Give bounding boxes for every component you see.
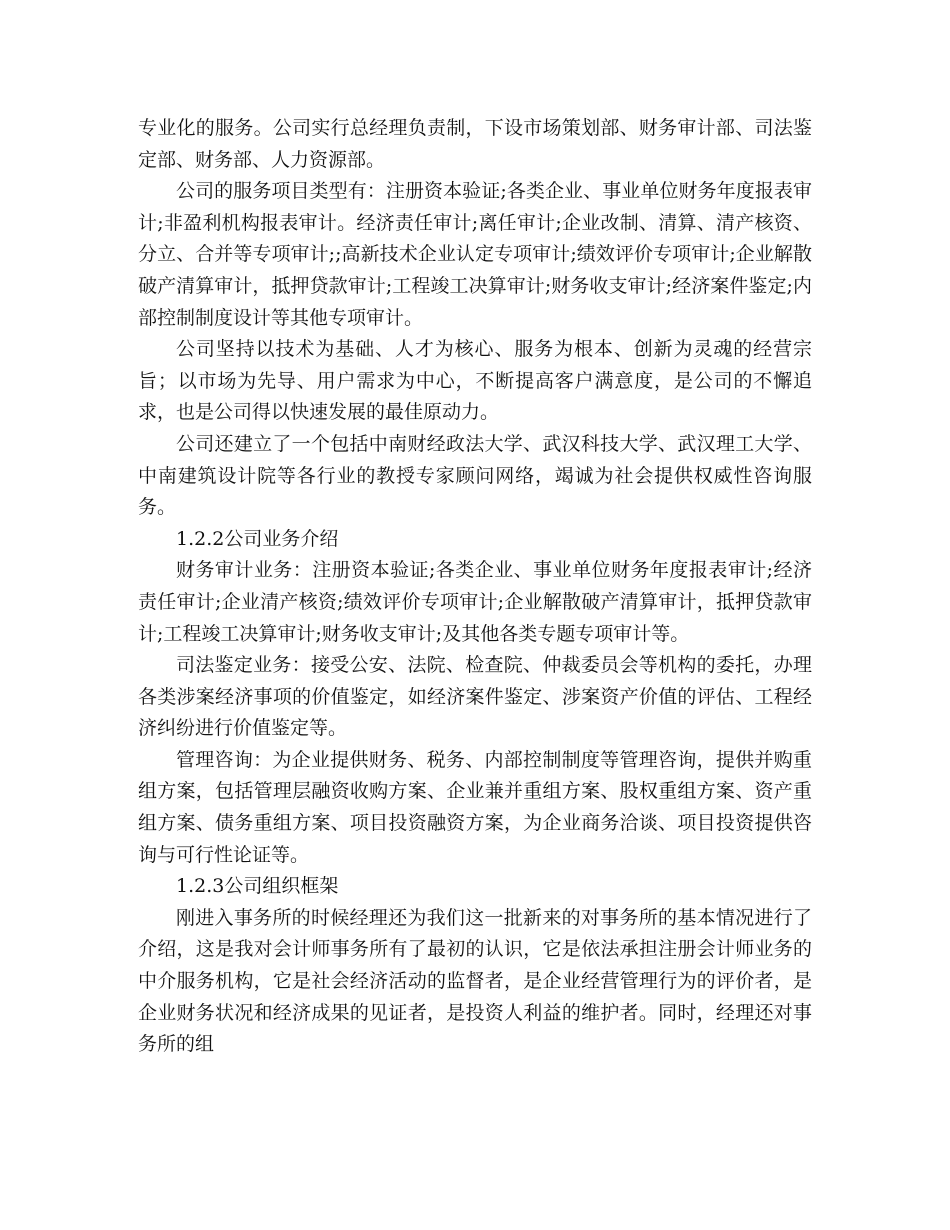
section-heading-org-structure: 1.2.3公司组织框架 xyxy=(176,875,339,898)
document-body xyxy=(138,113,812,1061)
paragraph-audit-business: 财务审计业务：注册资本验证;各类企业、事业单位财务年度报表审计;经济责任审计;企业清产核资;绩效评价专项审计;企业解散破产清算审计，抵押贷款审计;工程竣工决算审计;财务收支审计;及其他各类专题专项审计等。 xyxy=(138,559,812,645)
paragraph-judicial-appraisal: 司法鉴定业务：接受公安、法院、检查院、仲裁委员会等机构的委托，办理各类涉案经济事项的价值鉴定，如经济案件鉴定、涉案资产价值的评估、工程经济纠纷进行价值鉴定等。 xyxy=(138,654,812,740)
paragraph-expert-network: 公司还建立了一个包括中南财经政法大学、武汉科技大学、武汉理工大学、中南建筑设计院等各行业的教授专家顾问网络，竭诚为社会提供权威性咨询服务。 xyxy=(138,432,812,519)
paragraph-firm-introduction: 刚进入事务所的时候经理还为我们这一批新来的对事务所的基本情况进行了介绍，这是我对会计师事务所有了最初的认识，它是依法承担注册会计师业务的中介服务机构，它是社会经济活动的监督者，是企业经营管理行为的评价者，是企业财务状况和经济成果的见证者，是投资人利益的维护者。同时，经理还对事务所的组 xyxy=(138,906,812,1056)
paragraph-service-types: 公司的服务项目类型有：注册资本验证;各类企业、事业单位财务年度报表审计;非盈利机构报表审计。经济责任审计;离任审计;企业改制、清算、清产核资、分立、合并等专项审计;;高新技术企业认定专项审计;绩效评价专项审计;企业解散破产清算审计，抵押贷款审计;工程竣工决算审计;财务收支审计;经济案件鉴定;内部控制制度设计等其他专项审计。 xyxy=(138,180,812,329)
paragraph-continued: 专业化的服务。公司实行总经理负责制，下设市场策划部、财务审计部、司法鉴定部、财务部、人力资源部。 xyxy=(138,117,812,171)
section-heading-business-intro: 1.2.2公司业务介绍 xyxy=(176,527,339,550)
paragraph-principles: 公司坚持以技术为基础、人才为核心、服务为根本、创新为灵魂的经营宗旨；以市场为先导、用户需求为中心，不断提高客户满意度，是公司的不懈追求，也是公司得以快速发展的最佳原动力。 xyxy=(138,338,812,424)
paragraph-management-consulting: 管理咨询：为企业提供财务、税务、内部控制制度等管理咨询，提供并购重组方案，包括管理层融资收购方案、企业兼并重组方案、股权重组方案、资产重组方案、债务重组方案、项目投资融资方案，为企业商务洽谈、项目投资提供咨询与可行性论证等。 xyxy=(138,748,812,866)
